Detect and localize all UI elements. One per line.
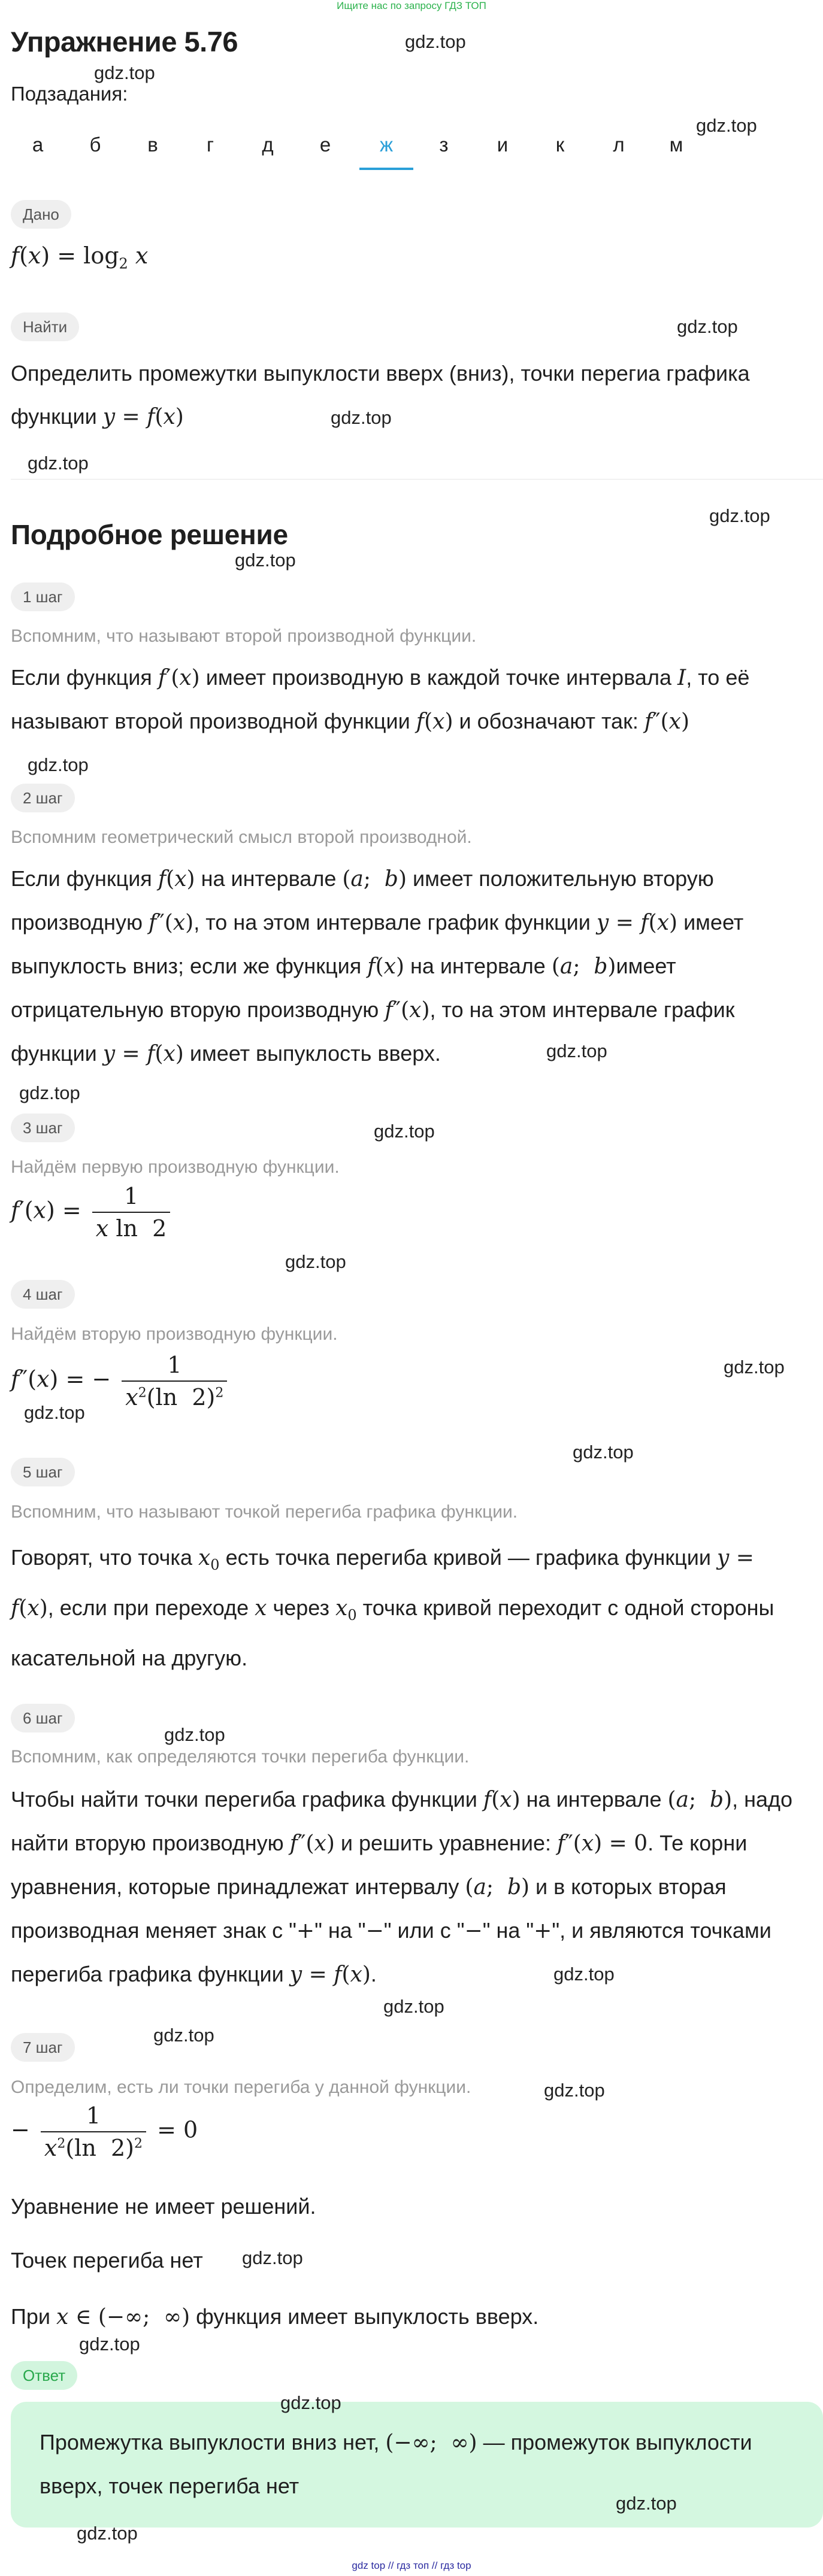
- page-title: Упражнение 5.76: [11, 26, 238, 57]
- watermark: gdz.top: [94, 62, 155, 83]
- no-inflection-text: Точек перегиба нет: [11, 2248, 203, 2272]
- step-4-badge: 4 шаг: [11, 1280, 75, 1309]
- watermark: gdz.top: [696, 115, 757, 136]
- step-1-text: Если функция f′(x) имеет производную в каждой точке интервала I, то её называют второй производной функции f(x) и обозначают так: f″(x): [11, 665, 750, 734]
- find-badge: Найти: [11, 312, 79, 341]
- step-5-badge: 5 шаг: [11, 1458, 75, 1486]
- tab-g[interactable]: г: [206, 133, 214, 156]
- step-3-badge: 3 шаг: [11, 1113, 75, 1142]
- watermark: gdz.top: [28, 754, 89, 775]
- watermark: gdz.top: [24, 1402, 85, 1423]
- answer-text: Промежутка выпуклости вниз нет, (−∞; ∞) — промежуток выпуклости вверх, точек перегиба нет: [40, 2430, 752, 2498]
- no-solutions-text: Уравнение не имеет решений.: [11, 2194, 316, 2219]
- step-1-badge: 1 шаг: [11, 582, 75, 611]
- tab-v[interactable]: в: [147, 133, 158, 156]
- step-2-hint: Вспомним геометрический смысл второй производной.: [11, 827, 472, 847]
- equation-formula: − $\frac{1}{x^2(\ln 2)^2}$ = 0: [11, 2102, 198, 2161]
- second-derivative-formula: f″(x) = − $\frac{1}{x^2(\ln 2)^2}$: [11, 1352, 231, 1410]
- watermark: gdz.top: [153, 2025, 214, 2046]
- step-4-hint: Найдём вторую производную функции.: [11, 1324, 338, 1344]
- tab-a[interactable]: а: [32, 133, 44, 156]
- tab-l[interactable]: л: [613, 133, 625, 156]
- watermark: gdz.top: [285, 1251, 346, 1272]
- step-1-hint: Вспомним, что называют второй производной функции.: [11, 626, 477, 646]
- step-5-hint: Вспомним, что называют точкой перегиба графика функции.: [11, 1502, 518, 1522]
- step-3-hint: Найдём первую производную функции.: [11, 1157, 340, 1177]
- tab-z[interactable]: з: [439, 133, 449, 156]
- footer-links[interactable]: gdz top // гдз топ // гдз top: [352, 2560, 471, 2571]
- tab-i[interactable]: и: [497, 133, 509, 156]
- watermark: gdz.top: [374, 1121, 435, 1142]
- tab-k[interactable]: к: [555, 133, 565, 156]
- tab-e[interactable]: е: [319, 133, 331, 156]
- first-derivative-formula: f′(x) = $\frac{1}{\text{x ln 2}}$: [11, 1183, 174, 1242]
- step-7-badge: 7 шаг: [11, 2033, 75, 2062]
- watermark: gdz.top: [616, 2493, 677, 2514]
- watermark: gdz.top: [79, 2334, 140, 2354]
- find-text: Определить промежутки выпуклости вверх (вниз), точки перегиа графика функции y = f(x): [11, 361, 750, 429]
- solution-title: Подробное решение: [11, 519, 288, 550]
- step-6-text: Чтобы найти точки перегиба графика функции f(x) на интервале (a; b), надо найти вторую производную f″(x) и решить уравнение: f″(x) = 0. Те корни уравнения, которые принадлежат интервалу (a; b) и в которых вторая производная меняет знак с "+" на "−" или с "−" на "+", и являются точками перегиба графика функции y = f(x).: [11, 1787, 793, 1987]
- watermark: gdz.top: [235, 550, 296, 571]
- tab-zh[interactable]: ж: [359, 127, 413, 170]
- given-badge: Дано: [11, 200, 71, 229]
- search-hint-banner: Ищите нас по запросу ГДЗ ТОП: [337, 0, 486, 11]
- watermark: gdz.top: [405, 31, 466, 52]
- section-divider: [11, 479, 823, 480]
- watermark: gdz.top: [77, 2523, 138, 2544]
- answer-box: [11, 2402, 823, 2528]
- step-6-hint: Вспомним, как определяются точки перегиба функции.: [11, 1747, 470, 1767]
- tab-d[interactable]: д: [262, 133, 274, 156]
- tab-m[interactable]: м: [669, 133, 683, 156]
- watermark: gdz.top: [19, 1082, 80, 1103]
- given-formula: $f(x) = \log_2 x$: [11, 242, 149, 272]
- watermark: gdz.top: [724, 1357, 785, 1377]
- step-2-badge: 2 шаг: [11, 784, 75, 812]
- watermark: gdz.top: [709, 505, 770, 526]
- watermark: gdz.top: [280, 2392, 341, 2413]
- subtask-tabs: [11, 127, 695, 170]
- watermark: gdz.top: [546, 1040, 607, 1061]
- step-6-badge: 6 шаг: [11, 1704, 75, 1732]
- watermark: gdz.top: [28, 453, 89, 474]
- watermark: gdz.top: [242, 2247, 303, 2268]
- subtasks-label: Подзадания:: [11, 83, 128, 105]
- watermark: gdz.top: [677, 316, 738, 337]
- watermark: gdz.top: [164, 1724, 225, 1745]
- step-5-text: Говорят, что точка $x_0$ есть точка перегиба кривой — графика функции y = f(x), если при переходе x через $x_0$ точка кривой переходит с одной стороны касательной на другую.: [11, 1545, 774, 1671]
- watermark: gdz.top: [383, 1996, 444, 2017]
- answer-badge: Ответ: [11, 2361, 77, 2390]
- tab-b[interactable]: б: [89, 133, 101, 156]
- step-7-hint: Определим, есть ли точки перегиба у данной функции.: [11, 2077, 471, 2097]
- step-2-text: Если функция f(x) на интервале (a; b) имеет положительную вторую производную f″(x), то на этом интервале график функции y = f(x) имеет выпуклость вниз; если же функция f(x) на интервале (a; b)имеет отрицательную вторую производную f″(x), то на этом интервале график функции y = f(x) имеет выпуклость вверх.: [11, 866, 744, 1066]
- watermark: gdz.top: [331, 407, 392, 428]
- watermark: gdz.top: [544, 2080, 605, 2101]
- watermark: gdz.top: [573, 1442, 634, 1463]
- watermark: gdz.top: [553, 1964, 615, 1985]
- convexity-conclusion: При x ∈ (−∞; ∞) функция имеет выпуклость вверх.: [11, 2304, 539, 2329]
